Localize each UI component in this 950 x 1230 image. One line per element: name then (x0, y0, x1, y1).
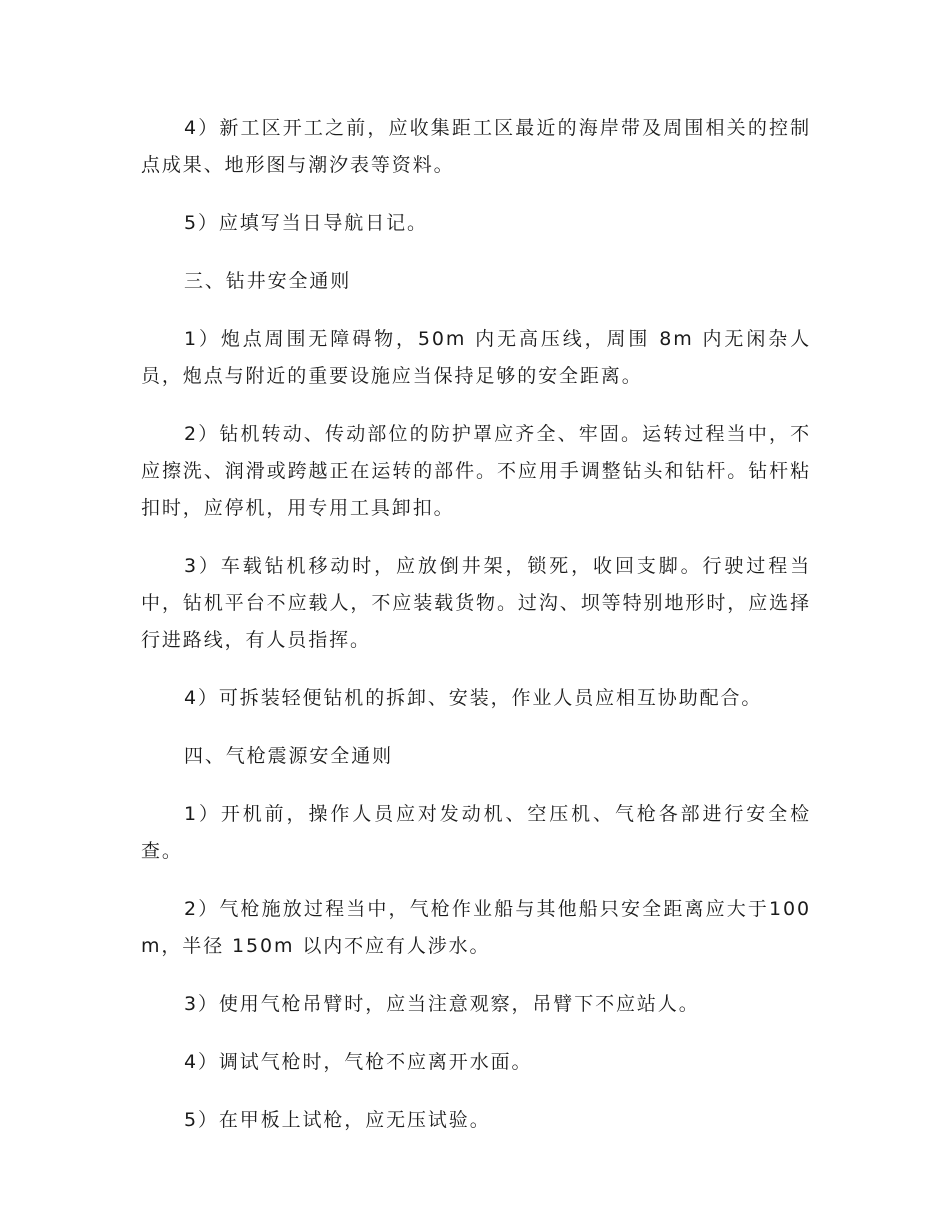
paragraph-item-3-vehicle-drill: 3）车载钻机移动时，应放倒井架，锁死，收回支脚。行驶过程当中，钻机平台不应载人，不应装载货物。过沟、坝等特别地形时，应选择行进路线，有人员指挥。 (141, 555, 811, 651)
paragraph-item-3-boom-use: 3）使用气枪吊臂时，应当注意观察，吊臂下不应站人。 (184, 993, 700, 1015)
paragraph-item-4-portable-drill: 4）可拆装轻便钻机的拆卸、安装，作业人员应相互协助配合。 (184, 687, 763, 709)
paragraph-item-1-shot-point: 1）炮点周围无障碍物，50m 内无高压线，周围 8m 内无闲杂人员，炮点与附近的重要设施应当保持足够的安全距离。 (141, 328, 811, 387)
paragraph-item-1-pre-start-check: 1）开机前，操作人员应对发动机、空压机、气枪各部进行安全检查。 (141, 803, 811, 862)
paragraph-item-2-safe-distance: 2）气枪施放过程当中，气枪作业船与其他船只安全距离应大于100m，半径 150m 以内不应有人涉水。 (141, 898, 811, 957)
paragraph-item-4-survey-materials: 4）新工区开工之前，应收集距工区最近的海岸带及周围相关的控制点成果、地形图与潮汐表等资料。 (141, 117, 811, 176)
section-heading-airgun-safety: 四、气枪震源安全通则 (184, 745, 394, 767)
paragraph-item-4-airgun-testing: 4）调试气枪时，气枪不应离开水面。 (184, 1051, 533, 1073)
document-body (141, 110, 811, 1160)
section-heading-drilling-safety: 三、钻井安全通则 (184, 270, 352, 292)
paragraph-item-5-navigation-log: 5）应填写当日导航日记。 (184, 212, 428, 234)
paragraph-item-2-drill-guards: 2）钻机转动、传动部位的防护罩应齐全、牢固。运转过程当中，不应擦洗、润滑或跨越正在运转的部件。不应用手调整钻头和钻杆。钻杆粘扣时，应停机，用专用工具卸扣。 (141, 423, 811, 519)
paragraph-item-5-deck-test: 5）在甲板上试枪，应无压试验。 (184, 1109, 491, 1131)
